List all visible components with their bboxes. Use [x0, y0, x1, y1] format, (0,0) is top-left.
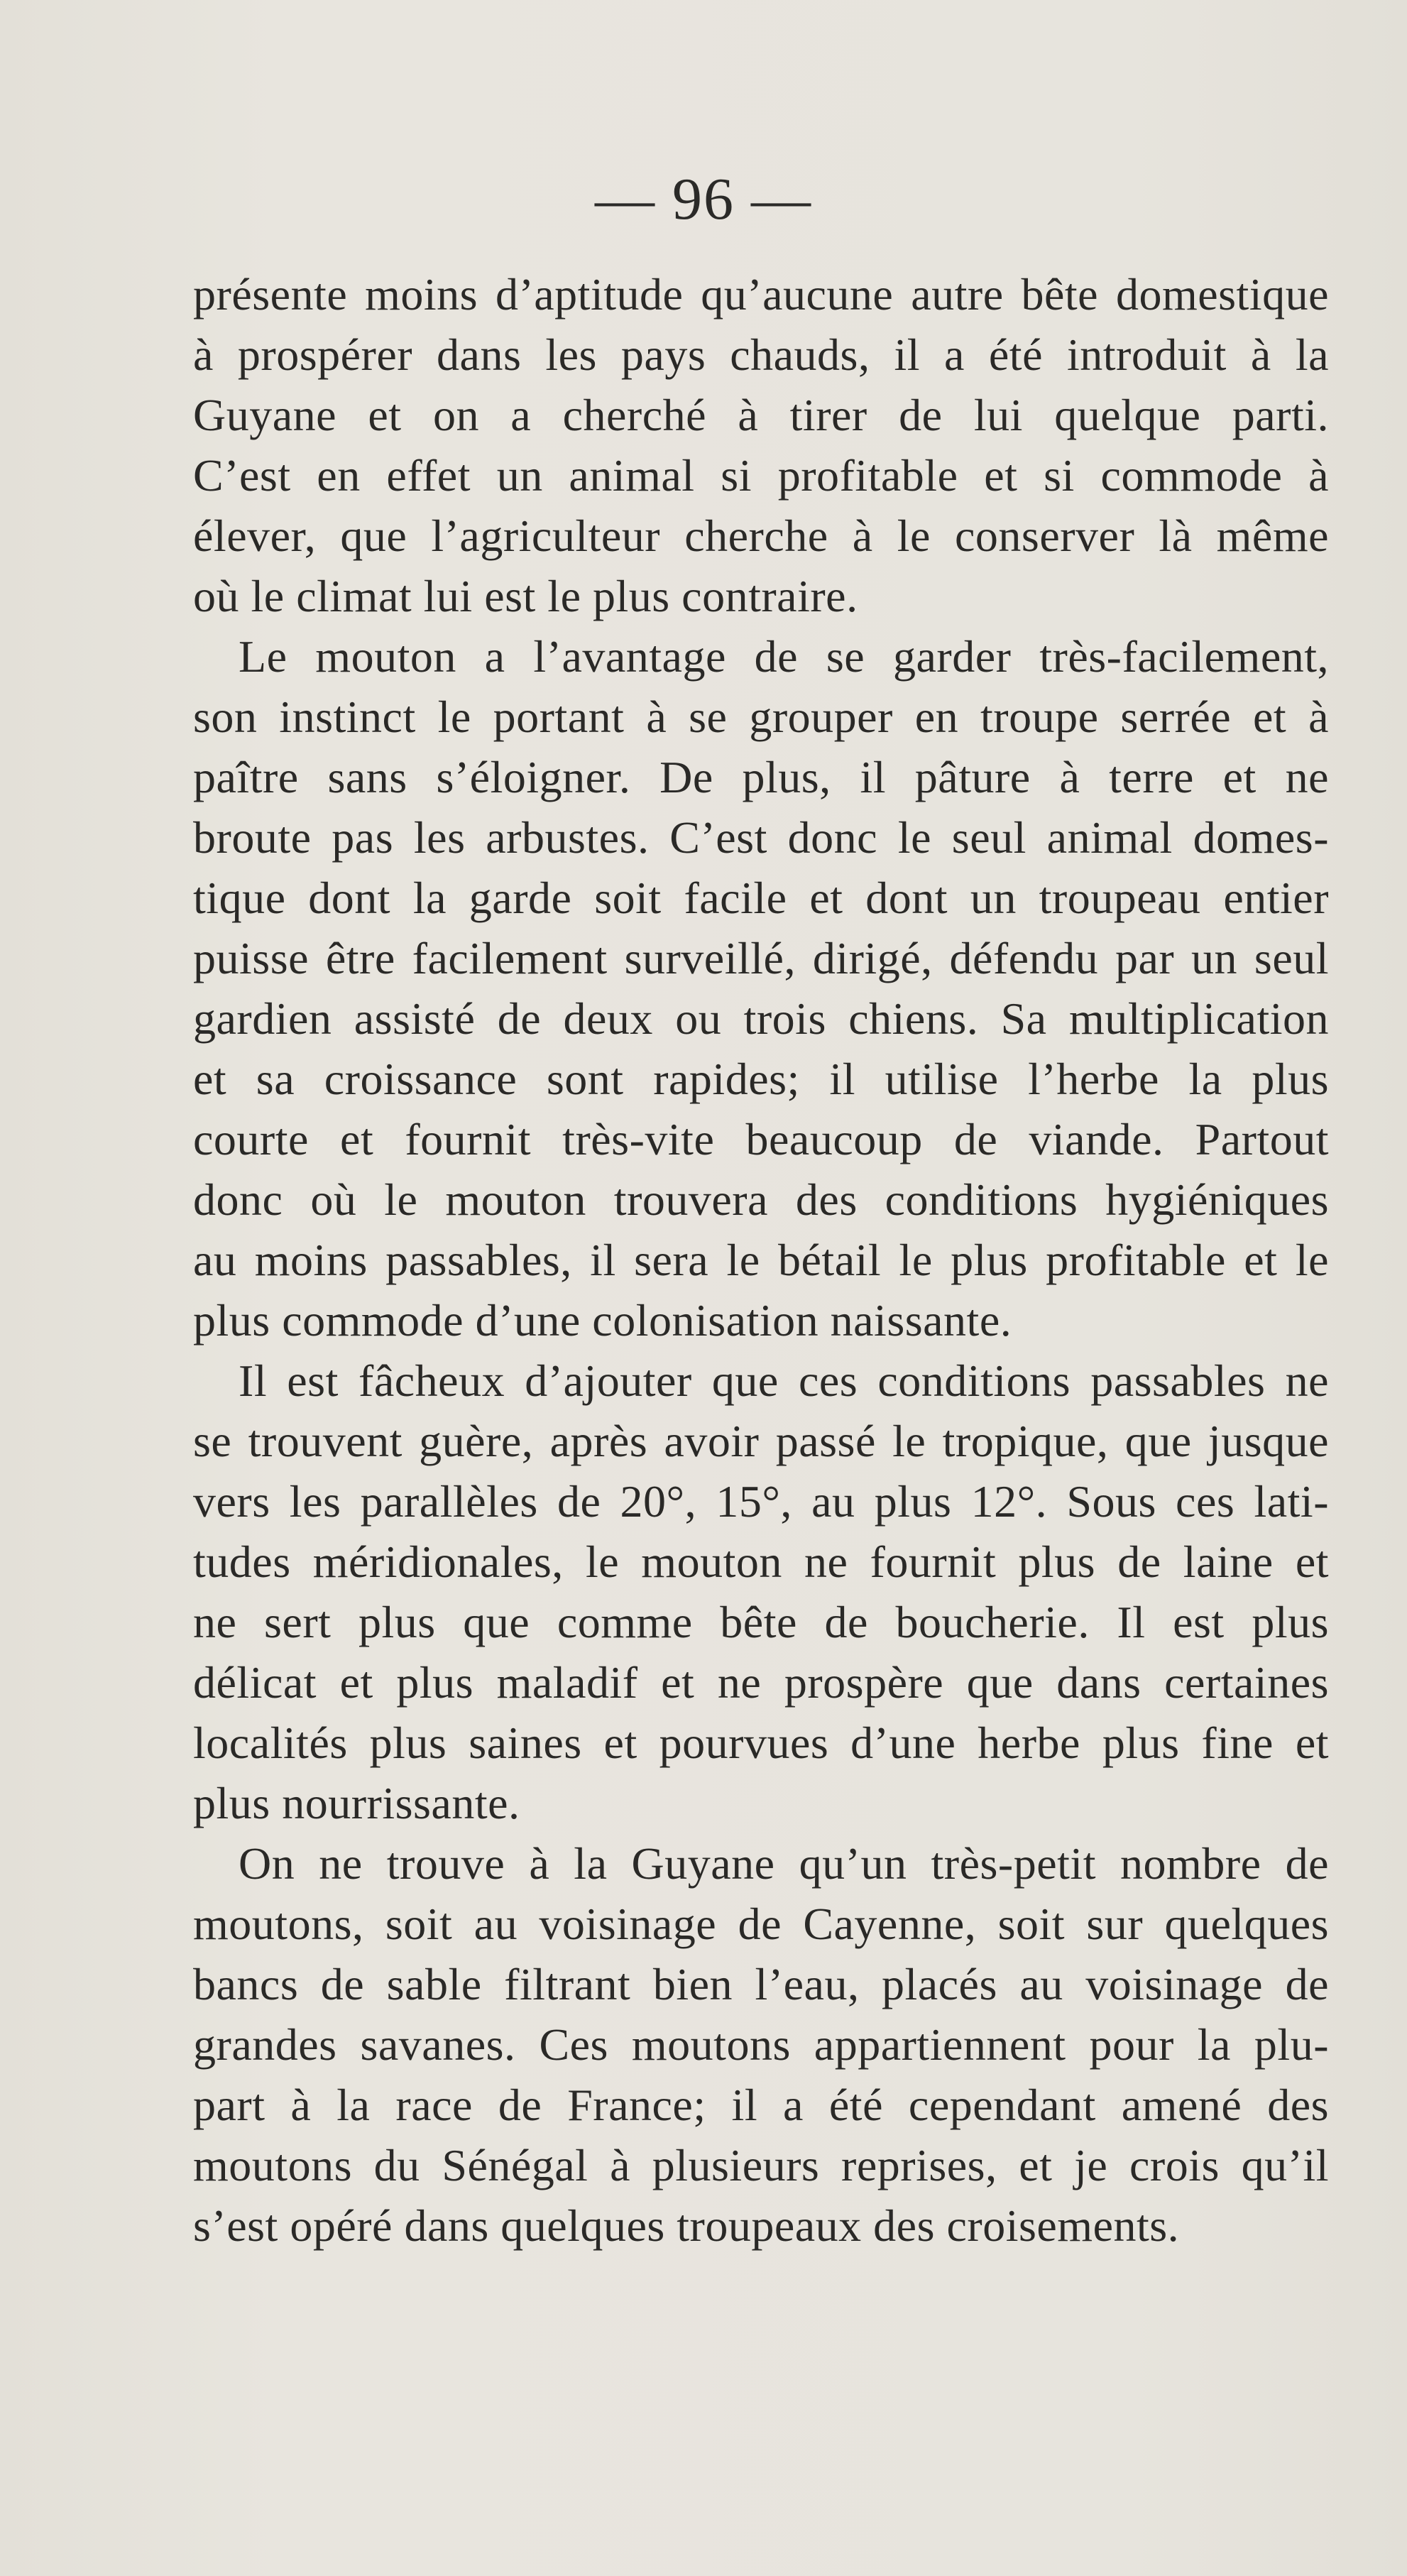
text-line: On ne trouve à la Guyane qu’un très-petit nombre de: [239, 1838, 1329, 1889]
body-text: [193, 264, 1329, 2256]
text-line: courte et fournit très-vite beaucoup de viande. Partout: [193, 1114, 1329, 1164]
text-line: part à la race de France; il a été cependant amené des: [193, 2080, 1329, 2130]
text-line: bancs de sable filtrant bien l’eau, placés au voisinage de: [193, 1959, 1329, 2009]
text-line: broute pas les arbustes. C’est donc le seul animal domes-: [193, 812, 1329, 863]
text-line: son instinct le portant à se grouper en troupe serrée et à: [193, 692, 1329, 742]
page-number: — 96 —: [595, 166, 812, 232]
text-line: tudes méridionales, le mouton ne fournit plus de laine et: [193, 1537, 1329, 1587]
text-line: Il est fâcheux d’ajouter que ces conditions passables ne: [239, 1355, 1329, 1406]
text-line: au moins passables, il sera le bétail le plus profitable et le: [193, 1235, 1329, 1285]
text-line: et sa croissance sont rapides; il utilise l’herbe la plus: [193, 1054, 1329, 1104]
text-line: tique dont la garde soit facile et dont un troupeau entier: [193, 873, 1329, 923]
text-line: localités plus saines et pourvues d’une herbe plus fine et: [193, 1718, 1329, 1768]
text-line: Le mouton a l’avantage de se garder très-facilement,: [239, 631, 1329, 682]
text-line: où le climat lui est le plus contraire.: [193, 571, 858, 621]
text-line: C’est en effet un animal si profitable et si commode à: [193, 450, 1329, 501]
text-line: présente moins d’aptitude qu’aucune autre bête domestique: [193, 269, 1329, 320]
text-line: plus nourrissante.: [193, 1778, 520, 1828]
text-line: s’est opéré dans quelques troupeaux des croisements.: [193, 2200, 1180, 2251]
text-line: donc où le mouton trouvera des conditions hygiéniques: [193, 1174, 1329, 1225]
text-line: vers les parallèles de 20°, 15°, au plus 12°. Sous ces lati-: [193, 1476, 1329, 1527]
text-line: gardien assisté de deux ou trois chiens. Sa multiplication: [193, 993, 1329, 1044]
text-line: à prospérer dans les pays chauds, il a été introduit à la: [193, 329, 1329, 380]
text-line: paître sans s’éloigner. De plus, il pâture à terre et ne: [193, 752, 1329, 802]
text-line: Guyane et on a cherché à tirer de lui quelque parti.: [193, 390, 1329, 440]
text-line: délicat et plus maladif et ne prospère que dans certaines: [193, 1657, 1329, 1708]
text-line: se trouvent guère, après avoir passé le tropique, que jusque: [193, 1416, 1329, 1466]
text-line: puisse être facilement surveillé, dirigé, défendu par un seul: [193, 933, 1329, 983]
text-line: moutons du Sénégal à plusieurs reprises, et je crois qu’il: [193, 2140, 1329, 2190]
text-line: élever, que l’agriculteur cherche à le conserver là même: [193, 511, 1329, 561]
text-line: plus commode d’une colonisation naissante.: [193, 1295, 1012, 1346]
text-line: moutons, soit au voisinage de Cayenne, soit sur quelques: [193, 1899, 1329, 1949]
text-line: grandes savanes. Ces moutons appartiennent pour la plu-: [193, 2019, 1329, 2070]
text-line: ne sert plus que comme bête de boucherie. Il est plus: [193, 1597, 1329, 1647]
